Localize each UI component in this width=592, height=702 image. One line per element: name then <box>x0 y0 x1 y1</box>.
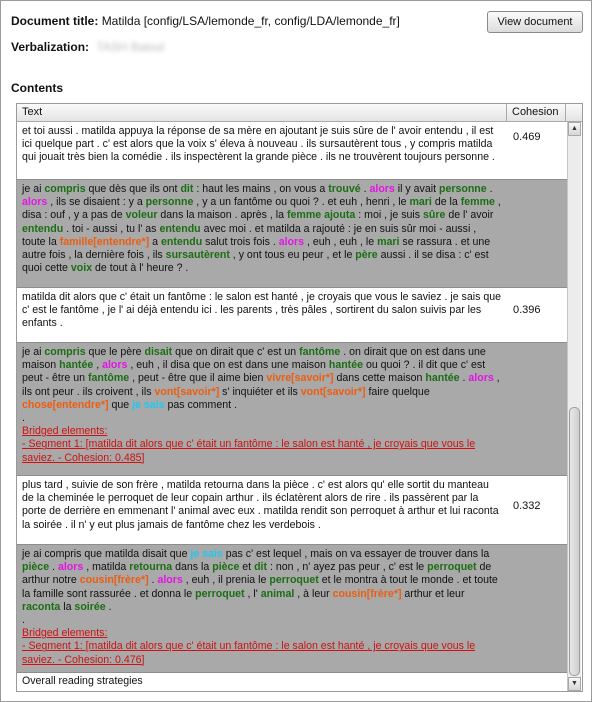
row-annotated-text <box>22 183 502 275</box>
overall-reading-strategies: Overall reading strategies <box>22 675 143 687</box>
row-annotated-block <box>22 548 502 667</box>
text-segment: dans la maison . après , la <box>157 209 287 222</box>
keyword-token: compris <box>44 183 86 195</box>
text-segment: arthur et leur <box>401 587 465 600</box>
verbalization-row <box>11 40 164 54</box>
text-segment: que le père <box>85 346 145 358</box>
keyword-token: entendu <box>159 222 201 235</box>
connective-token: alors <box>278 235 305 248</box>
text-segment: ou quoi ? . il dit que c' est peut - être un <box>22 359 486 385</box>
scroll-up-arrow-icon[interactable]: ▲ <box>568 122 581 136</box>
table-row[interactable] <box>17 180 567 288</box>
keyword-token: hantée <box>59 359 94 372</box>
bridged-elements-label[interactable]: Bridged elements: <box>22 627 108 640</box>
text-segment: . <box>360 183 370 195</box>
inferred-word-token: famille[entendre*] <box>59 235 150 248</box>
connective-token: alors <box>102 359 128 372</box>
table-row[interactable] <box>17 122 567 180</box>
text-segment: je ai <box>22 346 45 358</box>
keyword-token: fantôme <box>299 346 341 358</box>
keyword-token: voix <box>70 262 93 275</box>
text-segment: de la <box>431 196 461 209</box>
text-segment: avec moi . et matilda a rajouté : je en suis sûr moi - aussi , toute la <box>22 222 477 248</box>
text-segment: dans cette maison <box>333 372 426 385</box>
verbalization-value: TASH Baloul <box>96 40 165 54</box>
keyword-token: dit <box>254 561 268 574</box>
row-annotated-block <box>22 346 502 465</box>
keyword-token: hantée <box>328 359 363 372</box>
text-segment: , disa : ouf , y a pas de <box>22 196 501 222</box>
keyword-token: sursautèrent <box>165 249 230 262</box>
keyword-token: entendu <box>160 235 203 248</box>
text-segment: je ai compris que matilda disait que <box>22 548 191 560</box>
text-segment: , à leur <box>294 587 333 600</box>
inferred-word-token: vivre[savoir*] <box>266 372 334 385</box>
keyword-token: femme ajouta <box>287 209 356 222</box>
contents-table <box>16 103 583 692</box>
text-segment: il y avait <box>394 183 439 195</box>
keyword-token: pièce <box>22 561 50 574</box>
table-row[interactable] <box>17 476 567 545</box>
text-segment: . <box>148 574 158 587</box>
table-row[interactable] <box>17 288 567 343</box>
keyword-token: perroquet <box>195 587 245 600</box>
view-document-button[interactable]: View document <box>487 11 583 33</box>
text-segment: , euh , il disa que on est dans une maison <box>127 359 329 372</box>
row-text: plus tard , suivie de son frère , matilda retourna dans la pièce . c' est alors qu' elle sortit du manteau de la cheminée le perroquet de leur copain arthur . ils éclatèrent alors de rire . ils passèrent par la porte de derrière en emmenant l' animal avec eux . matilda rendit son perroquet à arthur et lui raconta la soirée . il n' y eut plus jamais de fantôme chez les verdebois . <box>22 479 499 531</box>
bridged-segment-link[interactable]: - Segment 1: [matilda dit alors que c' était un fantôme : le salon est hanté , je croyais que vous le saviez. - Cohesion: 0.485] <box>22 438 476 464</box>
text-segment: , y ont tous eu peur , et le <box>229 249 356 262</box>
text-segment: aussi . il se disa : c' est quoi cette <box>22 249 489 275</box>
text-segment: pas comment . <box>164 398 237 411</box>
column-header-text[interactable]: Text <box>17 104 507 121</box>
verbalization-label: Verbalization: <box>11 40 90 54</box>
connective-token: alors <box>369 183 395 195</box>
text-segment: dans la <box>172 561 213 574</box>
text-segment: . on dirait que on est dans une maison <box>22 346 486 372</box>
keyword-token: trouvé <box>328 183 361 195</box>
inferred-word-token: chose[entendre*] <box>22 398 109 411</box>
text-segment: salut trois fois . <box>202 235 279 248</box>
paraphrase-token: je sais <box>190 548 223 560</box>
vertical-scrollbar[interactable] <box>567 122 581 691</box>
keyword-token: voleur <box>125 209 158 222</box>
text-segment: , euh , euh , le <box>304 235 378 248</box>
paraphrase-token: je sais <box>132 398 165 411</box>
row-text: matilda dit alors que c' était un fantôme : le salon est hanté , je croyais que vous le saviez . je sais que c' est le fantôme , je l' ai déjà entendu ici . les parents , très pâles , sortirent du salon suivis par les enfants . <box>22 291 502 330</box>
text-segment: et <box>239 561 255 574</box>
keyword-token: mari <box>409 196 432 209</box>
table-row[interactable] <box>17 343 567 476</box>
keyword-token: hantée <box>425 372 460 385</box>
text-segment: je ai <box>22 183 45 195</box>
row-cohesion: 0.396 <box>513 304 541 316</box>
keyword-token: père <box>355 249 378 262</box>
keyword-token: perroquet <box>427 561 477 574</box>
text-segment: . <box>105 600 112 613</box>
text-segment: et le montra à tout le monde . et toute la famille sont rassurée . et donna le <box>22 574 498 600</box>
text-segment: : non , n' ayez pas peur , c' est le <box>267 561 428 574</box>
text-segment: , l' <box>244 587 261 600</box>
keyword-token: mari <box>377 235 400 248</box>
inferred-word-token: cousin[frère*] <box>79 574 149 587</box>
row-separator-dot: . <box>22 614 25 627</box>
text-segment: , peut - être que il aime bien <box>129 372 267 385</box>
keyword-token: retourna <box>129 561 173 574</box>
keyword-token: sûre <box>423 209 446 222</box>
keyword-token: perroquet <box>269 574 319 587</box>
row-separator-dot: . <box>22 412 25 425</box>
keyword-token: compris <box>44 346 86 358</box>
keyword-token: femme <box>460 196 495 209</box>
text-segment: , ils ont peur . ils croivent , ils <box>22 372 500 398</box>
text-segment: de tout à l' heure ? . <box>92 262 189 275</box>
text-segment: pas c' est lequel , mais on va essayer de trouver dans la <box>222 548 490 560</box>
inferred-word-token: vont[savoir*] <box>300 385 366 398</box>
text-segment: a <box>149 235 161 248</box>
keyword-token: pièce <box>212 561 240 574</box>
text-segment: . <box>49 561 58 574</box>
text-segment: faire quelque <box>365 385 430 398</box>
text-segment: , <box>93 359 103 372</box>
inferred-word-token: cousin[frère*] <box>332 587 402 600</box>
scroll-down-arrow-icon[interactable]: ▼ <box>568 677 581 691</box>
keyword-token: fantôme <box>87 372 130 385</box>
text-segment: s' inquiéter et ils <box>219 385 301 398</box>
text-segment: . toi - aussi , tu l' as <box>63 222 160 235</box>
keyword-token: soirée <box>74 600 106 613</box>
contents-label: Contents <box>11 81 63 95</box>
keyword-token: entendu <box>22 222 64 235</box>
row-cohesion: 0.469 <box>513 131 541 143</box>
connective-token: alors <box>57 561 84 574</box>
connective-token: alors <box>468 372 494 385</box>
text-segment: . <box>486 183 493 195</box>
table-row-overall[interactable] <box>17 673 567 691</box>
text-segment: , y a un fantôme ou quoi ? . et euh , henri , le <box>193 196 410 209</box>
table-row[interactable] <box>17 545 567 673</box>
text-segment: de l' avoir <box>445 209 494 222</box>
keyword-token: animal <box>260 587 295 600</box>
text-segment: , ils se disaient : y a <box>47 196 146 209</box>
keyword-token: raconta <box>22 600 61 613</box>
scrollbar-thumb[interactable] <box>569 407 580 676</box>
bridged-elements-label[interactable]: Bridged elements: <box>22 425 108 438</box>
connective-token: alors <box>157 574 183 587</box>
text-segment: : moi , je suis <box>355 209 423 222</box>
keyword-token: personne <box>145 196 194 209</box>
document-title-value: Matilda [config/LSA/lemonde_fr, config/LDA/lemonde_fr] <box>101 14 400 28</box>
keyword-token: dit <box>180 183 194 195</box>
table-rows <box>17 122 567 691</box>
text-segment: . <box>459 372 469 385</box>
text-segment: que dès que ils ont <box>85 183 181 195</box>
column-header-cohesion[interactable]: Cohesion <box>507 104 566 121</box>
text-segment: , euh , il prenia le <box>182 574 270 587</box>
document-title-row <box>11 14 400 28</box>
inferred-word-token: vont[savoir*] <box>154 385 220 398</box>
bridged-segment-link[interactable]: - Segment 1: [matilda dit alors que c' était un fantôme : le salon est hanté , je croyais que vous le saviez. - Cohesion: 0.476] <box>22 640 476 666</box>
text-segment: de arthur notre <box>22 561 492 587</box>
connective-token: alors <box>22 196 48 209</box>
row-text: et toi aussi . matilda appuya la réponse de sa mère en ajoutant je suis sûre de l' avoir entendu , il est ici quelque part . c' est alors que la voix s' éleva à nouveau . ils sursautèrent tous , y compris matilda qui jouait très bien la comédie . ils inspectèrent la grande pièce . ils ne trouvèrent toujours personne . <box>22 125 495 164</box>
text-segment: que on dirait que c' est un <box>172 346 300 358</box>
row-cohesion: 0.332 <box>513 500 541 512</box>
table-header <box>17 104 582 122</box>
row-annotated-text <box>22 346 502 412</box>
text-segment: que <box>108 398 133 411</box>
keyword-token: disait <box>144 346 173 358</box>
text-segment: se rassura . et une autre fois , la dernière fois , ils <box>22 235 491 262</box>
text-segment: la <box>60 600 75 613</box>
text-segment: : haut les mains , on vous a <box>193 183 329 195</box>
text-segment: , matilda <box>83 561 130 574</box>
row-annotated-text <box>22 548 502 614</box>
keyword-token: personne <box>438 183 487 195</box>
document-title-label: Document title: <box>11 14 99 28</box>
